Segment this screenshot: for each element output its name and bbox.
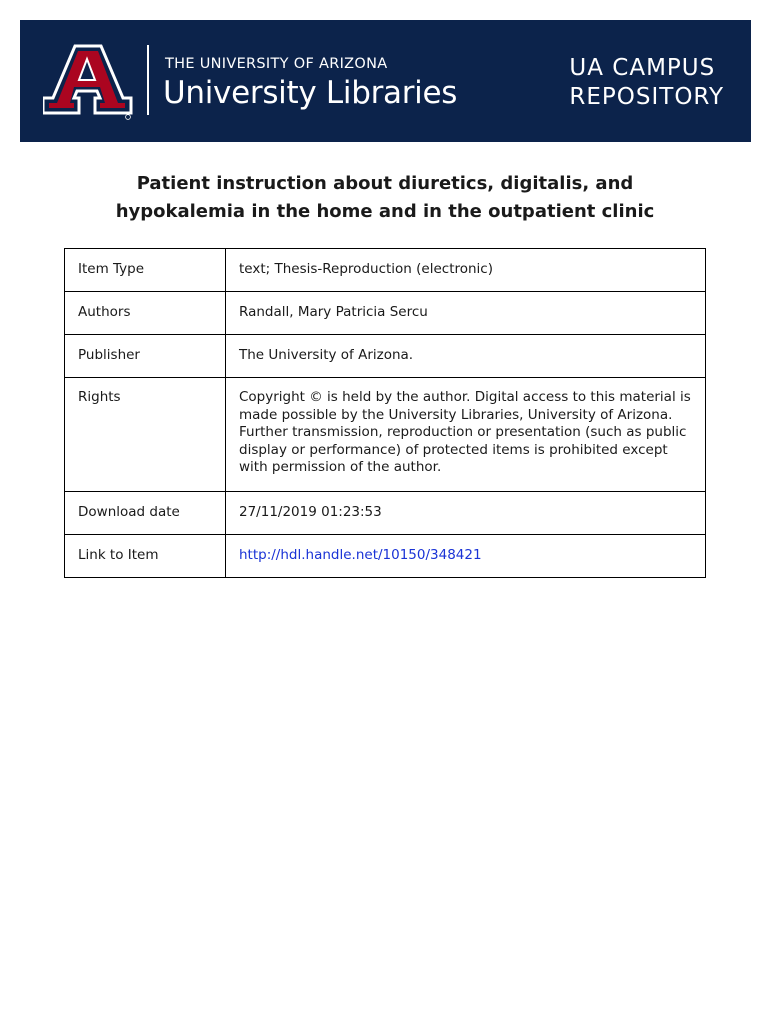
table-row-download-date <box>65 491 706 534</box>
publisher-value: The University of Arizona. <box>226 335 706 378</box>
download-date-value: 27/11/2019 01:23:53 <box>226 491 706 534</box>
university-name: THE UNIVERSITY OF ARIZONA <box>165 56 388 72</box>
rights-value: Copyright © is held by the author. Digital access to this material is made possible by the University Libraries, University of Arizona. Further transmission, reproduction or presentation (such as public display or performance) of protected items is prohibited except with permission of the author. <box>226 378 706 492</box>
document-title <box>40 170 730 226</box>
link-label: Link to Item <box>65 534 226 577</box>
document-title-line2: hypokalemia in the home and in the outpatient clinic <box>115 201 655 222</box>
repository-title <box>569 54 724 112</box>
rights-label: Rights <box>65 378 226 492</box>
table-row-authors <box>65 292 706 335</box>
authors-value: Randall, Mary Patricia Sercu <box>226 292 706 335</box>
table-row-publisher <box>65 335 706 378</box>
authors-label: Authors <box>65 292 226 335</box>
repository-title-line2: REPOSITORY <box>569 84 724 110</box>
header-divider <box>147 45 149 115</box>
libraries-name: University Libraries <box>163 75 458 111</box>
item-type-label: Item Type <box>65 249 226 292</box>
link-cell <box>226 534 706 577</box>
document-title-line1: Patient instruction about diuretics, digitalis, and <box>136 173 634 194</box>
publisher-label: Publisher <box>65 335 226 378</box>
repository-title-line1: UA CAMPUS <box>569 55 716 81</box>
university-of-arizona-a-logo-icon <box>43 42 133 120</box>
item-type-value: text; Thesis-Reproduction (electronic) <box>226 249 706 292</box>
table-row-item-type <box>65 249 706 292</box>
table-row-rights <box>65 378 706 492</box>
handle-link[interactable]: http://hdl.handle.net/10150/348421 <box>239 546 482 563</box>
table-row-link <box>65 534 706 577</box>
download-date-label: Download date <box>65 491 226 534</box>
header-banner <box>20 20 751 142</box>
metadata-table <box>64 248 706 578</box>
